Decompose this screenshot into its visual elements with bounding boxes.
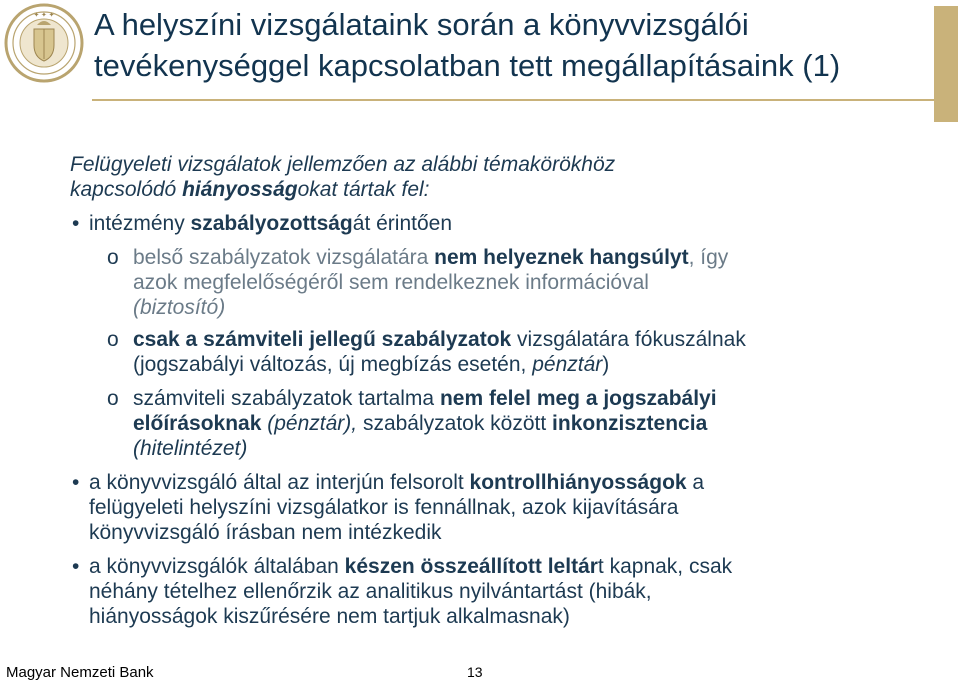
bullet-marker: • [72, 212, 80, 235]
sub-3-line-2: előírásoknak (pénztár), szabályzatok között inkonzisztencia [133, 412, 708, 435]
bullet-2-line-3: könyvvizsgáló írásban nem intézkedik [89, 521, 442, 544]
bullet-marker: • [72, 471, 80, 494]
bullet-marker: • [72, 555, 80, 578]
sub-2-line-2: (jogszabályi változás, új megbízás esetén, pénztár) [133, 353, 610, 376]
intro-line-1: Felügyeleti vizsgálatok jellemzően az alábbi témakörökhöz [70, 153, 616, 176]
sub-3-line-3: (hitelintézet) [133, 437, 248, 460]
slide-title-line-2: tevékenységgel kapcsolatban tett megállapításaink (1) [94, 48, 841, 83]
slide-title-line-1: A helyszíni vizsgálataink során a könyvvizsgálói [94, 7, 749, 42]
bullet-3-line-3: hiányosságok kiszűrésére nem tartjuk alkalmasnak) [89, 605, 570, 628]
svg-text:✦ ✦ ✦: ✦ ✦ ✦ [33, 11, 55, 19]
page-number: 13 [467, 664, 483, 680]
bullet-1-text: intézmény szabályozottságát érintően [89, 212, 453, 235]
title-divider [92, 99, 934, 101]
intro-line-2: kapcsolódó hiányosságokat tártak fel: [70, 178, 430, 201]
sub-bullet-marker: o [107, 328, 119, 351]
bullet-2-line-2: felügyeleti helyszíni vizsgálatkor is fennállnak, azok kijavítására [89, 496, 679, 519]
mnb-seal-logo [4, 3, 84, 83]
sub-1-line-2: azok megfelelőségéről sem rendelkeznek információval [133, 271, 649, 294]
bullet-3-line-2: néhány tételhez ellenőrzik az analitikus nyilvántartást (hibák, [89, 580, 652, 603]
footer-bank-name: Magyar Nemzeti Bank [6, 664, 154, 681]
sub-1-line-1: belső szabályzatok vizsgálatára nem helyeznek hangsúlyt, így [133, 246, 729, 269]
bullet-3-line-1: a könyvvizsgálók általában készen összeállított leltárt kapnak, csak [89, 555, 733, 578]
sub-bullet-marker: o [107, 246, 119, 269]
sub-1-line-3: (biztosító) [133, 296, 226, 319]
sub-2-line-1: csak a számviteli jellegű szabályzatok vizsgálatára fókuszálnak [133, 328, 746, 351]
slide-title [94, 4, 924, 86]
sub-bullet-marker: o [107, 387, 119, 410]
gold-accent-bar [934, 6, 958, 122]
sub-3-line-1: számviteli szabályzatok tartalma nem felel meg a jogszabályi [133, 387, 717, 410]
bullet-2-line-1: a könyvvizsgáló által az interjún felsorolt kontrollhiányosságok a [89, 471, 705, 494]
